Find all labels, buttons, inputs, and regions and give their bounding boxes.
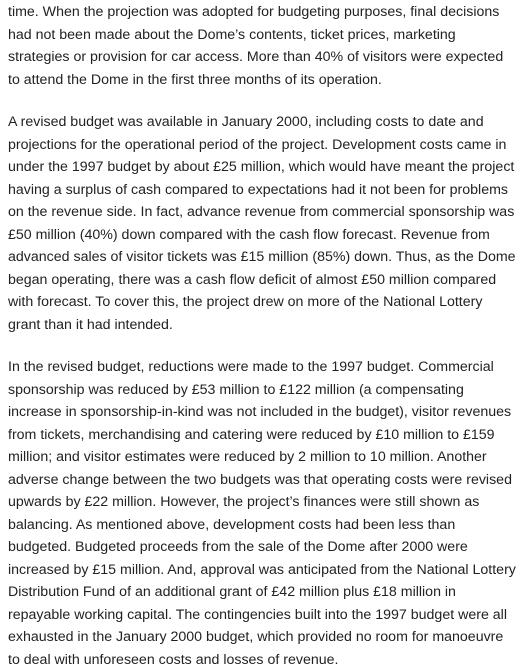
paragraph-revised-budget-january-2000: A revised budget was available in January 2000, including costs to date and projections for the operational period of the project. Development costs came in under the 1997 budget by about £25 million, which would have meant the project having a surplus of cash compared to expectations had it not been for problems on the revenue side. In fact, advance revenue from commercial sponsorship was £50 million (40%) down compared with the cash flow forecast. Revenue from advanced sales of visitor tickets was £15 million (85%) down. Thus, as the Dome began operating, there was a cash flow deficit of almost £50 million compared with forecast. To cover this, the project drew on more of the National Lottery grant than it had intended. <box>8 114 516 333</box>
document-body <box>0 1 524 671</box>
paragraph-dome-projection: time. When the projection was adopted for budgeting purposes, final decisions had not been made about the Dome’s contents, ticket prices, marketing strategies or provision for car access. More than 40% of visitors were expected to attend the Dome in the first three months of its operation. <box>8 4 504 88</box>
paragraph-budget-reductions: In the revised budget, reductions were made to the 1997 budget. Commercial sponsorship was reduced by £53 million to £122 million (a compensating increase in sponsorship-in-kind was not included in the budget), visitor revenues from tickets, merchandising and catering were reduced by £10 million to £159 million; and visitor estimates were reduced by 2 million to 10 million. Another adverse change between the two budgets was that operating costs were revised upwards by £22 million. However, the project’s finances were still shown as balancing. As mentioned above, development costs had been less than budgeted. Budgeted proceeds from the sale of the Dome after 2000 were increased by £15 million. And, approval was anticipated from the National Lottery Distribution Fund of an additional grant of £42 million plus £18 million in repayable working capital. The contingencies built into the 1997 budget were all exhausted in the January 2000 budget, which provided no room for manoeuvre to deal with unforeseen costs and losses of revenue. <box>8 359 516 668</box>
